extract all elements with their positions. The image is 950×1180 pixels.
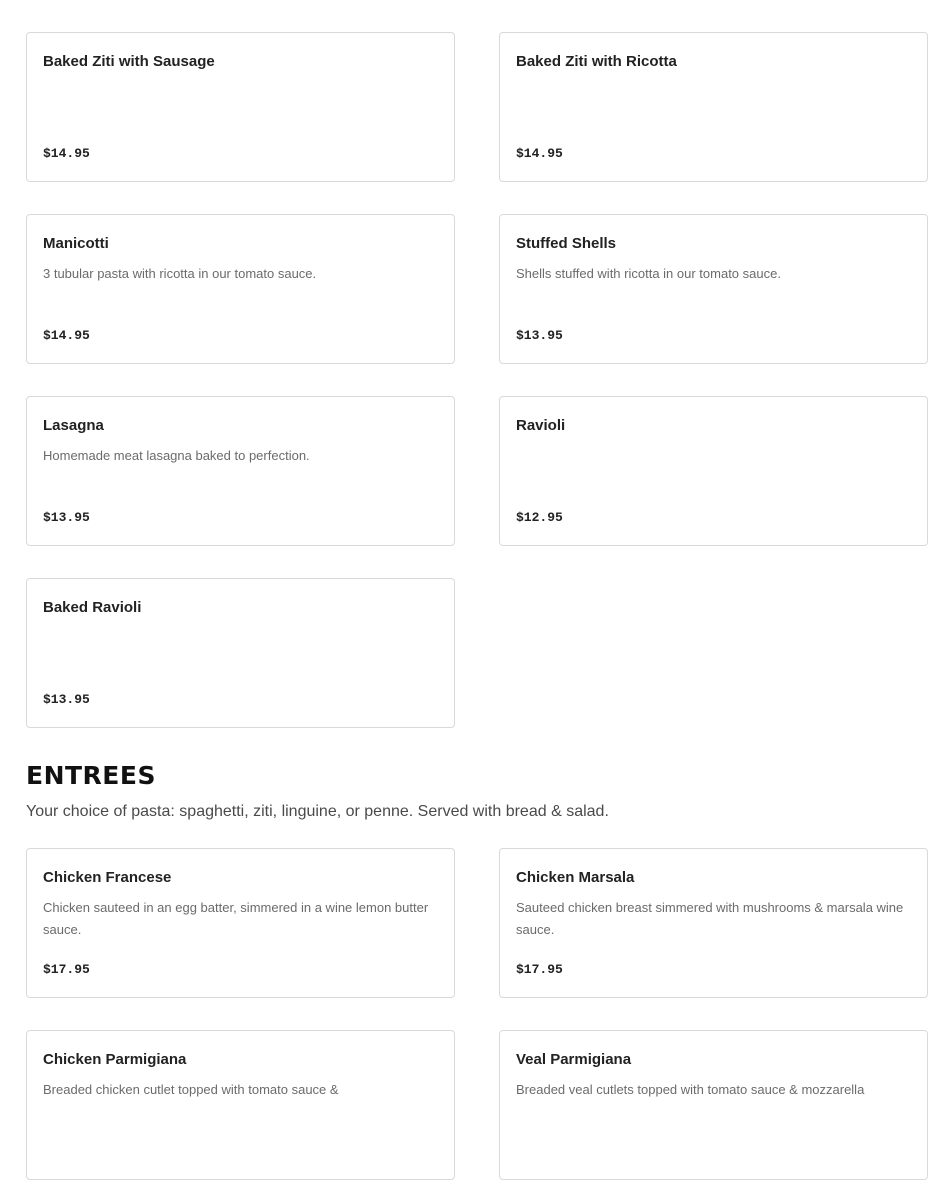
menu-item-description: Breaded chicken cutlet topped with tomato sauce & [43, 1082, 339, 1097]
menu-item-name: Baked Ravioli [43, 599, 142, 616]
menu-item-card[interactable] [26, 396, 455, 546]
menu-item-card[interactable] [499, 1030, 928, 1180]
menu-item-price: $13.95 [43, 510, 90, 525]
menu-item-description: Chicken sauteed in an egg batter, simmered in a wine lemon butter sauce. [43, 900, 429, 937]
menu-item-description: Homemade meat lasagna baked to perfection. [43, 448, 310, 463]
menu-item-description: Shells stuffed with ricotta in our tomato sauce. [516, 266, 781, 281]
menu-item-price: $14.95 [43, 146, 90, 161]
menu-item-price: $17.95 [43, 962, 90, 977]
menu-item-name: Chicken Parmigiana [43, 1051, 187, 1068]
menu-item-card[interactable] [499, 396, 928, 546]
menu-item-price: $12.95 [516, 510, 563, 525]
menu-item-card[interactable] [499, 32, 928, 182]
menu-item-name: Chicken Marsala [516, 869, 635, 886]
menu-item-description: Breaded veal cutlets topped with tomato sauce & mozzarella [516, 1082, 865, 1097]
menu-item-price: $13.95 [43, 692, 90, 707]
menu-item-price: $14.95 [516, 146, 563, 161]
menu-item-name: Chicken Francese [43, 869, 172, 886]
menu-item-price: $13.95 [516, 328, 563, 343]
section-title-entrees: ENTREES [26, 761, 156, 790]
menu-item-card[interactable] [26, 32, 455, 182]
section-subtitle-entrees: Your choice of pasta: spaghetti, ziti, linguine, or penne. Served with bread & salad. [26, 803, 609, 820]
menu-item-name: Stuffed Shells [516, 235, 617, 252]
menu-item-card[interactable] [499, 848, 928, 998]
menu-item-card[interactable] [26, 214, 455, 364]
pasta-menu-grid [26, 32, 928, 728]
menu-item-price: $17.95 [516, 962, 563, 977]
menu-item-card[interactable] [26, 848, 455, 998]
menu-item-card[interactable] [26, 578, 455, 728]
menu-item-name: Lasagna [43, 417, 104, 434]
menu-item-card[interactable] [499, 214, 928, 364]
menu-item-name: Manicotti [43, 235, 109, 252]
menu-item-price: $14.95 [43, 328, 90, 343]
menu-item-description: Sauteed chicken breast simmered with mushrooms & marsala wine sauce. [516, 900, 904, 937]
menu-item-description: 3 tubular pasta with ricotta in our tomato sauce. [43, 266, 317, 281]
menu-item-name: Ravioli [516, 417, 566, 434]
menu-item-name: Veal Parmigiana [516, 1051, 632, 1068]
menu-item-name: Baked Ziti with Sausage [43, 53, 215, 70]
menu-item-card[interactable] [26, 1030, 455, 1180]
menu-item-name: Baked Ziti with Ricotta [516, 53, 677, 70]
entrees-menu-grid [26, 848, 928, 1180]
